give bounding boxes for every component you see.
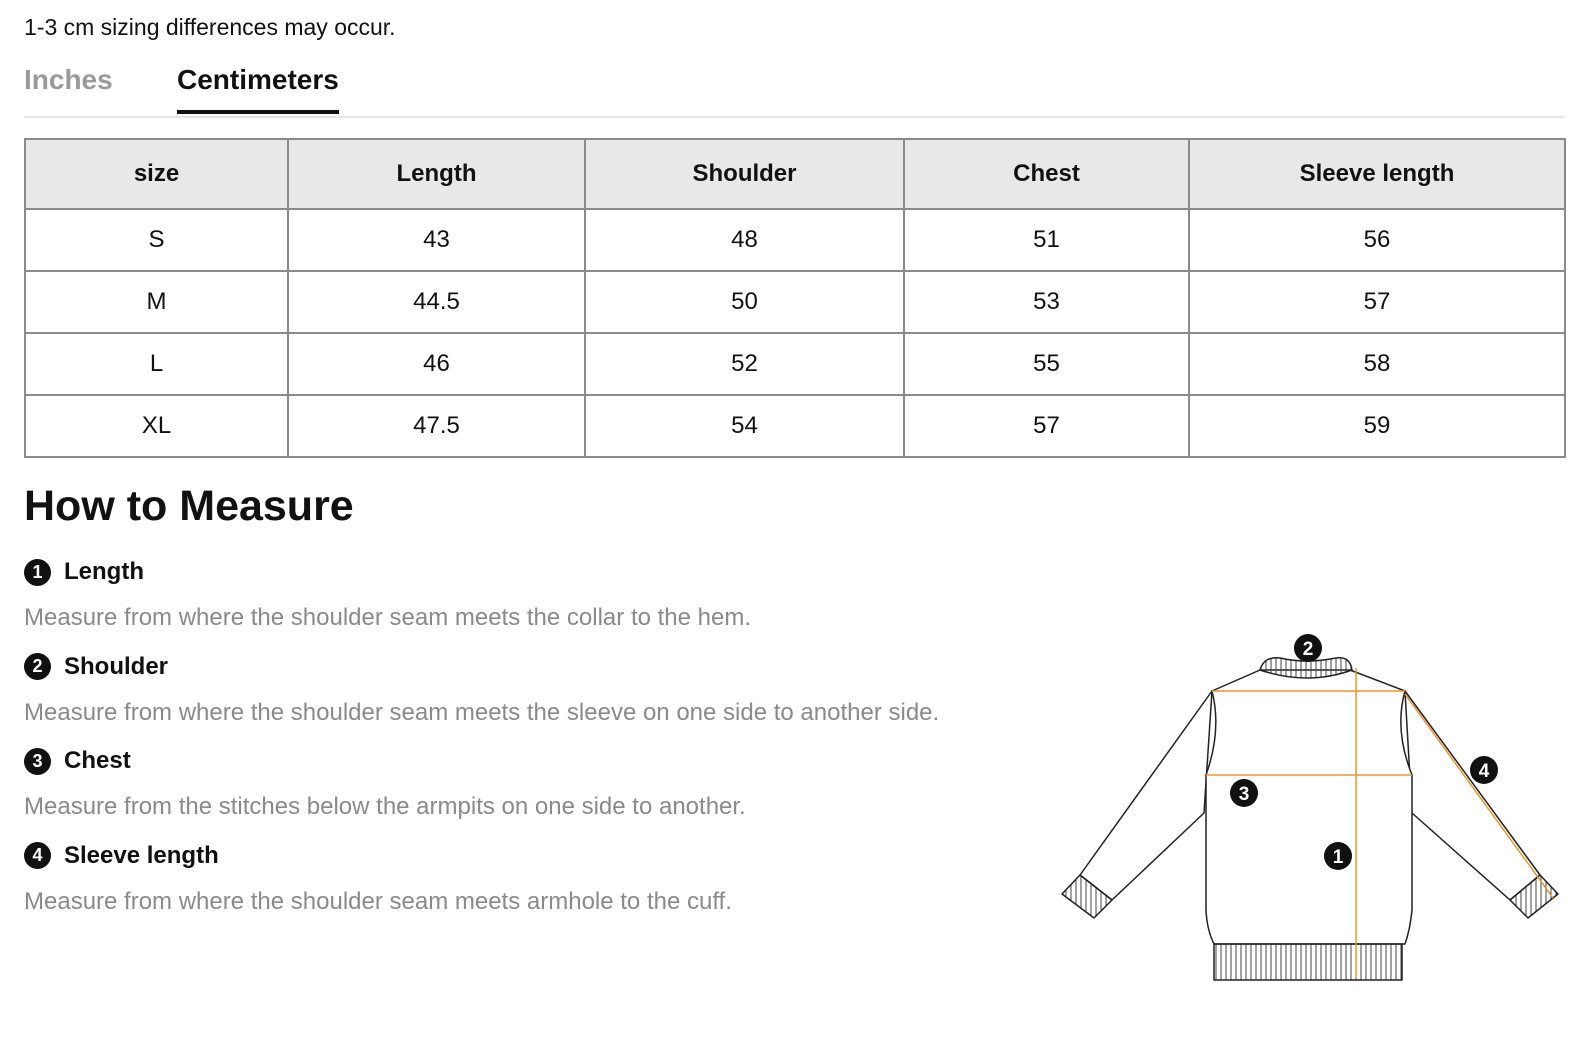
marker-4-label: 4 — [1478, 761, 1490, 782]
table-cell: 57 — [904, 395, 1189, 457]
step-header — [24, 653, 168, 681]
table-cell: 52 — [585, 333, 904, 395]
marker-2 — [1294, 634, 1322, 662]
tab-centimeters[interactable]: Centimeters — [177, 64, 339, 114]
table-cell: 58 — [1189, 333, 1565, 395]
table-cell: M — [25, 271, 288, 333]
step-shoulder — [24, 651, 1024, 746]
table-cell: 44.5 — [288, 271, 585, 333]
header-chest: Chest — [904, 139, 1189, 209]
table-cell: 43 — [288, 209, 585, 271]
table-row — [25, 395, 1565, 457]
marker-1 — [1324, 842, 1352, 870]
step-chest — [24, 745, 1024, 840]
unit-tabs — [24, 60, 1564, 118]
number-badge-icon: 1 — [24, 559, 51, 586]
measure-steps — [24, 556, 1024, 934]
table-row — [25, 209, 1565, 271]
table-cell: 54 — [585, 395, 904, 457]
table-cell: 56 — [1189, 209, 1565, 271]
step-length — [24, 556, 1024, 651]
step-title: Length — [64, 558, 144, 585]
marker-2-label: 2 — [1302, 639, 1314, 660]
header-size: size — [25, 139, 288, 209]
number-badge-icon: 3 — [24, 748, 51, 775]
table-cell: 53 — [904, 271, 1189, 333]
marker-4 — [1470, 756, 1498, 784]
how-to-measure-heading: How to Measure — [24, 482, 354, 530]
step-header — [24, 747, 131, 775]
step-header — [24, 842, 219, 870]
sweater-hem — [1214, 944, 1402, 980]
header-shoulder: Shoulder — [585, 139, 904, 209]
step-description: Measure from where the shoulder seam meets the collar to the hem. — [24, 604, 752, 631]
step-title: Shoulder — [64, 652, 169, 680]
step-description: Measure from the stitches below the armpits on one side to another. — [24, 793, 746, 821]
table-cell: 47.5 — [288, 395, 585, 457]
sweater-measurement-diagram — [1050, 620, 1570, 1000]
table-cell: 55 — [904, 333, 1189, 395]
size-table — [24, 138, 1566, 458]
table-cell: 46 — [288, 333, 585, 395]
number-badge-icon: 2 — [24, 653, 51, 680]
left-sleeve — [1080, 691, 1212, 900]
step-title: Chest — [64, 747, 131, 775]
table-cell: S — [25, 209, 288, 271]
table-cell: XL — [25, 395, 288, 457]
table-cell: 50 — [585, 271, 904, 333]
table-row — [25, 333, 1565, 395]
table-cell: 57 — [1189, 271, 1565, 333]
table-cell: L — [25, 333, 288, 395]
table-cell: 51 — [904, 209, 1189, 271]
sizing-note: 1-3 cm sizing differences may occur. — [24, 14, 396, 40]
sweater-body — [1206, 670, 1412, 944]
header-sleeve-length: Sleeve length — [1189, 139, 1565, 209]
tab-inches[interactable]: Inches — [24, 64, 113, 95]
table-header-row — [25, 139, 1565, 209]
step-title: Sleeve length — [64, 841, 219, 869]
step-description: Measure from where the shoulder seam meets the sleeve on one side to another side. — [24, 698, 940, 726]
table-cell: 59 — [1189, 395, 1565, 457]
number-badge-icon: 4 — [24, 842, 51, 869]
header-length: Length — [288, 139, 585, 209]
step-sleeve-length — [24, 840, 1024, 935]
marker-3-label: 3 — [1238, 784, 1250, 805]
marker-1-label: 1 — [1332, 847, 1344, 868]
marker-3 — [1230, 779, 1258, 807]
table-cell: 48 — [585, 209, 904, 271]
table-row — [25, 271, 1565, 333]
step-header — [24, 558, 144, 586]
step-description: Measure from where the shoulder seam meets armhole to the cuff. — [24, 887, 732, 915]
